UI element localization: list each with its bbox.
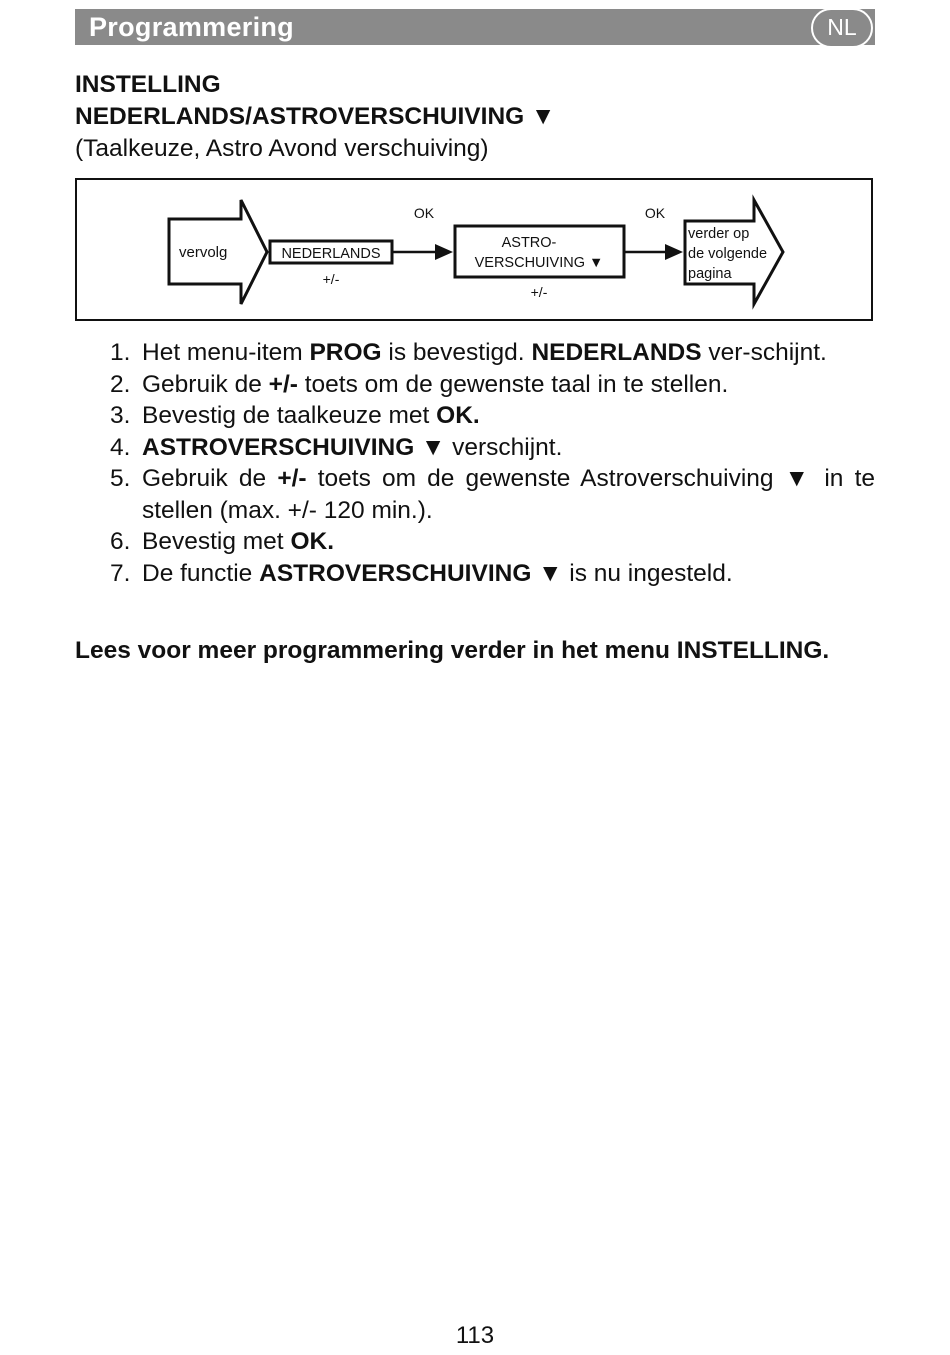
flow-diagram-svg — [77, 180, 875, 323]
step-text: Gebruik de +/- toets om de gewenste taal in te stellen. — [142, 370, 729, 398]
step-text: ASTROVERSCHUIVING ▼ verschijnt. — [142, 433, 563, 461]
step-number: 4. — [110, 433, 131, 461]
nederlands-adjust-label: +/- — [322, 271, 340, 287]
instruction-step — [110, 369, 875, 401]
step-text: Gebruik de +/- toets om de gewenste Astroverschuiving ▼ in te stellen (max. +/- 120 min.). — [142, 465, 875, 524]
page-number: 113 — [455, 1322, 495, 1349]
language-badge: NL — [811, 8, 873, 48]
step-number: 2. — [110, 370, 131, 398]
heading-line-1: INSTELLING — [75, 71, 221, 98]
ok-label-2: OK — [644, 205, 666, 221]
astroverschuiving-box-line-1: ASTRO- — [501, 235, 557, 251]
instruction-step — [110, 526, 875, 558]
menu-flow-diagram — [75, 178, 873, 321]
step-number: 6. — [110, 528, 131, 555]
step-number: 3. — [110, 402, 131, 429]
step-text: De functie ASTROVERSCHUIVING ▼ is nu ingesteld. — [142, 559, 733, 587]
footer-note: Lees voor meer programmering verder in het menu INSTELLING. — [75, 637, 830, 664]
nederlands-box-label: NEDERLANDS — [281, 246, 381, 262]
step-number: 5. — [110, 465, 131, 492]
start-label: vervolg — [179, 244, 228, 261]
end-label-line-1: verder op — [688, 226, 750, 242]
section-header-bar — [75, 9, 875, 45]
astroverschuiving-box-line-2: VERSCHUIVING ▼ — [474, 255, 604, 271]
instruction-step — [110, 400, 875, 432]
end-label-line-3: pagina — [688, 266, 732, 282]
instruction-step — [110, 558, 875, 590]
step-text: Het menu-item PROG is bevestigd. NEDERLANDS ver-schijnt. — [142, 339, 827, 366]
step-number: 7. — [110, 559, 131, 587]
heading-subtitle: (Taalkeuze, Astro Avond verschuiving) — [75, 135, 489, 162]
flow-arrow-2-head — [665, 244, 683, 260]
end-label-line-2: de volgende — [688, 246, 768, 262]
step-text: Bevestig met OK. — [142, 528, 334, 555]
instruction-steps — [110, 337, 875, 589]
instruction-step — [110, 337, 875, 369]
instruction-step — [110, 432, 875, 464]
flow-arrow-1-head — [435, 244, 453, 260]
ok-label-1: OK — [413, 205, 435, 221]
astroverschuiving-adjust-label: +/- — [530, 284, 548, 300]
heading-line-2: NEDERLANDS/ASTROVERSCHUIVING ▼ — [75, 103, 556, 130]
instruction-step — [110, 463, 875, 526]
step-number: 1. — [110, 339, 131, 366]
step-text: Bevestig de taalkeuze met OK. — [142, 402, 480, 429]
section-title: Programmering — [89, 12, 294, 42]
section-heading — [75, 69, 895, 165]
